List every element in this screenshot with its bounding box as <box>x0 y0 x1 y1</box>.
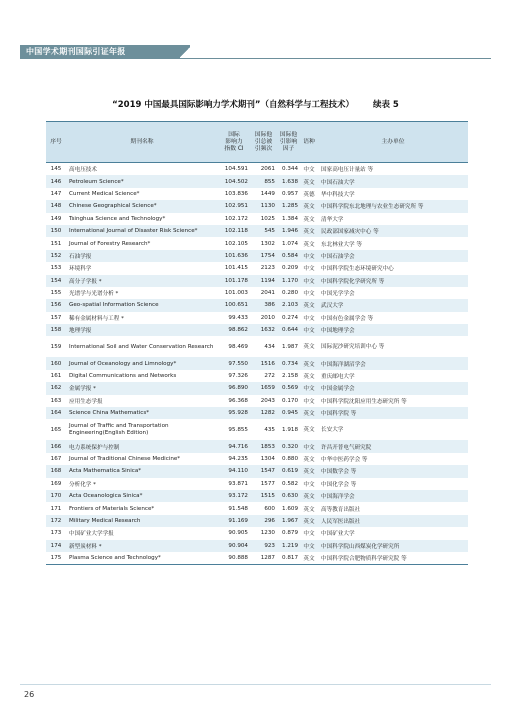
cell-publisher: 中国科学院沈阳应用生态研究所 等 <box>321 398 407 405</box>
cell-serial: 166 <box>46 440 66 452</box>
cell-publisher: 中国化学会 等 <box>321 481 357 488</box>
table-row <box>46 440 468 452</box>
cell-journal-name: 中国矿业大学学报 <box>69 531 114 538</box>
cell-journal-name: 高电压技术 <box>69 167 97 174</box>
cell-publisher: 民政部国家减灾中心 等 <box>318 225 468 237</box>
cell-language: 英文 <box>300 225 318 237</box>
cell-ci: 102.951 <box>218 200 250 212</box>
cell-publisher: 高等教育出版社 <box>321 506 361 513</box>
cell-citations: 272 <box>264 373 275 380</box>
table-continued-label: 续表 5 <box>372 100 399 110</box>
cell-language: 英文 <box>300 175 318 187</box>
cell-publisher: 中国光学学会 <box>321 291 355 298</box>
table-row <box>46 478 468 490</box>
table-row <box>46 299 468 311</box>
cell-journal-name: 分析化学 * <box>69 481 96 488</box>
cell-ci: 91.169 <box>218 515 250 527</box>
cell-serial: 155 <box>50 290 62 297</box>
journal-table-container <box>46 121 468 565</box>
table-title <box>0 98 511 110</box>
cell-impact-factor: 0.619 <box>277 465 300 477</box>
header-notch-decoration <box>180 45 190 59</box>
cell-citations: 600 <box>264 505 275 512</box>
cell-citations: 1025 <box>260 215 275 222</box>
cell-ci: 94.110 <box>218 465 250 477</box>
cell-citations: 1302 <box>260 240 275 247</box>
cell-citations: 2043 <box>260 397 275 404</box>
cell-serial: 150 <box>46 225 66 237</box>
cell-impact-factor: 1.285 <box>277 200 300 212</box>
cell-ci: 97.550 <box>218 357 250 369</box>
running-title: 中国学术期刊国际引证年报 <box>26 47 126 56</box>
cell-serial: 168 <box>46 465 66 477</box>
cell-publisher: 中国科学院化学研究所 等 <box>318 275 468 287</box>
cell-language: 中文 <box>300 440 318 452</box>
cell-citations: 923 <box>250 540 277 552</box>
cell-serial: 159 <box>50 343 62 350</box>
cell-ci: 101.636 <box>218 250 250 262</box>
cell-language: 英文 <box>303 457 315 463</box>
table-row <box>46 540 468 552</box>
cell-ci: 101.178 <box>218 275 250 287</box>
cell-ci: 101.415 <box>224 265 248 272</box>
cell-impact-factor: 0.879 <box>281 530 298 537</box>
cell-publisher: 国家高电压计量站 等 <box>321 167 374 174</box>
running-header <box>20 45 180 59</box>
cell-publisher: 中国科学院山西煤炭化学研究所 <box>318 540 468 552</box>
table-row <box>46 225 468 237</box>
cell-citations: 1194 <box>250 275 277 287</box>
cell-journal-name: Journal of Forestry Research* <box>69 240 151 247</box>
cell-publisher: 中国有色金属学会 等 <box>321 315 374 322</box>
cell-journal-name: Tsinghua Science and Technology* <box>69 215 166 222</box>
col-header-ci: 国际 影响力 指数 CI <box>218 122 250 163</box>
cell-serial: 163 <box>50 397 62 404</box>
cell-impact-factor: 0.280 <box>281 290 298 297</box>
cell-ci: 94.235 <box>228 456 248 462</box>
table-row <box>46 357 468 369</box>
cell-language: 中文 <box>303 481 315 488</box>
table-row <box>46 490 468 502</box>
cell-impact-factor: 0.209 <box>281 265 298 272</box>
cell-language: 中文 <box>300 324 318 336</box>
cell-language: 英文 <box>300 465 318 477</box>
cell-serial: 172 <box>46 515 66 527</box>
cell-citations: 1577 <box>260 480 275 487</box>
cell-serial: 153 <box>50 265 62 272</box>
cell-ci: 102.105 <box>224 240 248 247</box>
table-body <box>46 163 468 565</box>
cell-journal-name: Science China Mathematics* <box>66 407 218 419</box>
cell-ci: 99.433 <box>228 314 248 321</box>
cell-impact-factor: 1.219 <box>277 540 300 552</box>
cell-citations: 1659 <box>250 382 277 394</box>
cell-ci: 91.548 <box>228 505 248 512</box>
table-row <box>46 515 468 527</box>
cell-ci: 96.890 <box>218 382 250 394</box>
table-row <box>46 336 468 357</box>
cell-journal-name: 高分子学报 * <box>66 275 218 287</box>
cell-language: 英文 <box>300 299 318 311</box>
cell-serial: 165 <box>50 426 62 433</box>
cell-serial: 175 <box>46 552 66 565</box>
cell-ci: 97.326 <box>228 373 248 380</box>
cell-language: 英文 <box>303 506 315 513</box>
cell-journal-name: 石油学报 <box>66 250 218 262</box>
table-title-main: “2019 中国最具国际影响力学术期刊”（自然科学与工程技术） <box>112 100 354 110</box>
cell-journal-name: 稀有金属材料与工程 * <box>69 315 124 322</box>
cell-serial: 169 <box>50 480 62 487</box>
cell-ci: 100.651 <box>218 299 250 311</box>
cell-journal-name: Petroleum Science* <box>66 175 218 187</box>
cell-publisher: 中华中医药学会 等 <box>321 457 368 463</box>
cell-impact-factor: 1.918 <box>281 426 298 433</box>
table-row <box>46 453 468 465</box>
table-row <box>46 419 468 440</box>
cell-publisher: 人民军医出版社 <box>318 515 468 527</box>
table-row <box>46 465 468 477</box>
cell-publisher: 中国地理学会 <box>318 324 468 336</box>
cell-language: 中文 <box>300 250 318 262</box>
table-header-row <box>46 122 468 163</box>
cell-publisher: 华中科技大学 <box>321 191 355 198</box>
cell-citations: 2010 <box>260 314 275 321</box>
cell-ci: 94.716 <box>218 440 250 452</box>
cell-publisher: 中国海洋学会 <box>318 490 468 502</box>
cell-impact-factor: 0.630 <box>277 490 300 502</box>
cell-journal-name: Acta Oceanologica Sinica* <box>66 490 218 502</box>
cell-language: 英文 <box>300 357 318 369</box>
cell-citations: 1515 <box>250 490 277 502</box>
cell-impact-factor: 0.644 <box>277 324 300 336</box>
cell-impact-factor: 2.103 <box>277 299 300 311</box>
cell-ci: 96.368 <box>228 397 248 404</box>
cell-journal-name: Journal of Oceanology and Limnology* <box>66 357 218 369</box>
cell-impact-factor: 0.584 <box>277 250 300 262</box>
cell-serial: 151 <box>50 240 62 247</box>
cell-publisher: 东北林业大学 等 <box>321 241 362 248</box>
table-row <box>46 324 468 336</box>
cell-ci: 104.591 <box>224 166 248 173</box>
cell-language: 英文 <box>303 241 315 248</box>
cell-journal-name: 电力系统保护与控制 <box>66 440 218 452</box>
table-row <box>46 370 468 382</box>
cell-ci: 90.888 <box>218 552 250 565</box>
cell-impact-factor: 0.880 <box>281 456 298 462</box>
cell-citations: 435 <box>264 426 275 433</box>
cell-ci: 90.905 <box>228 530 248 537</box>
cell-language: 中文 <box>303 398 315 405</box>
cell-impact-factor: 0.569 <box>277 382 300 394</box>
cell-ci: 95.855 <box>228 426 248 433</box>
cell-publisher: 武汉大学 <box>318 299 468 311</box>
cell-journal-name: Journal of Traditional Chinese Medicine* <box>69 456 181 462</box>
cell-publisher: 中国石油大学 <box>318 175 468 187</box>
table-row <box>46 312 468 324</box>
cell-ci: 93.871 <box>228 480 248 487</box>
cell-citations: 1282 <box>250 407 277 419</box>
cell-language: 中文 <box>300 275 318 287</box>
cell-journal-name: 新型炭材料 * <box>66 540 218 552</box>
cell-citations: 1449 <box>260 190 275 197</box>
cell-citations: 1304 <box>260 456 275 462</box>
table-row <box>46 502 468 514</box>
cell-journal-name: International Soil and Water Conservation Research <box>69 343 214 350</box>
cell-impact-factor: 1.946 <box>277 225 300 237</box>
cell-citations: 545 <box>250 225 277 237</box>
cell-serial: 161 <box>50 373 62 380</box>
cell-impact-factor: 2.158 <box>281 373 298 380</box>
cell-language: 英文 <box>300 200 318 212</box>
cell-impact-factor: 0.734 <box>277 357 300 369</box>
cell-language: 中文 <box>303 167 315 174</box>
cell-serial: 171 <box>50 505 62 512</box>
cell-citations: 1754 <box>250 250 277 262</box>
cell-serial: 158 <box>46 324 66 336</box>
table-row <box>46 213 468 225</box>
cell-journal-name: Acta Mathematica Sinica* <box>66 465 218 477</box>
cell-serial: 149 <box>50 215 62 222</box>
cell-language: 英文 <box>300 407 318 419</box>
cell-publisher: 长安大学 <box>321 426 344 433</box>
cell-language: 中文 <box>300 382 318 394</box>
col-header-impact-factor: 国际他 引影响 因子 <box>277 122 300 163</box>
cell-publisher: 中国金属学会 <box>318 382 468 394</box>
cell-serial: 167 <box>50 456 62 462</box>
table-row <box>46 262 468 274</box>
cell-serial: 174 <box>46 540 66 552</box>
footer-rule <box>20 684 491 685</box>
cell-serial: 154 <box>46 275 66 287</box>
cell-language: 英文 <box>303 216 315 223</box>
cell-impact-factor: 0.320 <box>277 440 300 452</box>
cell-publisher: 许昌开普电气研究院 <box>318 440 468 452</box>
cell-journal-name: 金属学报 * <box>66 382 218 394</box>
cell-citations: 1287 <box>250 552 277 565</box>
cell-ci: 98.469 <box>228 343 248 350</box>
cell-serial: 156 <box>46 299 66 311</box>
col-header-citations: 国际他 引总被 引频次 <box>250 122 277 163</box>
cell-journal-name: Geo-spatial Information Science <box>66 299 218 311</box>
cell-language: 英文 <box>303 374 315 381</box>
cell-language: 中文 <box>300 540 318 552</box>
cell-ci: 102.172 <box>224 215 248 222</box>
cell-language: 英文 <box>303 343 315 350</box>
cell-serial: 145 <box>50 166 62 173</box>
cell-serial: 152 <box>46 250 66 262</box>
table-row <box>46 175 468 187</box>
cell-journal-name: Chinese Geographical Science* <box>66 200 218 212</box>
cell-language: 中文 <box>303 291 315 298</box>
cell-impact-factor: 1.987 <box>281 343 298 350</box>
col-header-publisher: 主办单位 <box>318 122 468 163</box>
cell-publisher: 中国科学院东北地理与农业生态研究所 等 <box>318 200 468 212</box>
cell-serial: 170 <box>46 490 66 502</box>
cell-impact-factor: 1.967 <box>277 515 300 527</box>
cell-publisher: 中国数学会 等 <box>318 465 468 477</box>
cell-citations: 855 <box>250 175 277 187</box>
cell-serial: 173 <box>50 530 62 537</box>
table-row <box>46 407 468 419</box>
cell-ci: 90.904 <box>218 540 250 552</box>
cell-journal-name: Current Medical Science* <box>69 190 140 197</box>
cell-ci: 93.172 <box>218 490 250 502</box>
cell-citations: 1632 <box>250 324 277 336</box>
cell-journal-name: 应用生态学报 <box>69 398 103 405</box>
cell-citations: 1130 <box>250 200 277 212</box>
table-row <box>46 250 468 262</box>
journal-table <box>46 121 468 565</box>
cell-ci: 101.003 <box>224 290 248 297</box>
cell-citations: 1853 <box>250 440 277 452</box>
cell-language: 英文 <box>300 515 318 527</box>
cell-impact-factor: 1.609 <box>281 505 298 512</box>
cell-impact-factor: 0.274 <box>281 314 298 321</box>
cell-impact-factor: 0.957 <box>281 190 298 197</box>
cell-impact-factor: 1.638 <box>277 175 300 187</box>
cell-publisher: 中国科学院合肥物质科学研究院 等 <box>318 552 468 565</box>
cell-serial: 164 <box>46 407 66 419</box>
cell-language: 英文 <box>300 490 318 502</box>
cell-publisher: 中国科学院生态环境研究中心 <box>321 266 394 273</box>
cell-citations: 434 <box>264 343 275 350</box>
cell-journal-name: Digital Communications and Networks <box>69 373 177 380</box>
table-row <box>46 527 468 539</box>
cell-publisher: 中国科学院 等 <box>318 407 468 419</box>
cell-serial: 146 <box>46 175 66 187</box>
cell-impact-factor: 0.582 <box>281 480 298 487</box>
cell-journal-name: 地理学报 <box>66 324 218 336</box>
cell-journal-name: 环境科学 <box>69 266 92 273</box>
table-row <box>46 200 468 212</box>
cell-language: 英德 <box>303 191 315 198</box>
cell-citations: 2041 <box>260 290 275 297</box>
cell-publisher: 中国海洋湖沼学会 <box>318 357 468 369</box>
cell-impact-factor: 0.817 <box>277 552 300 565</box>
cell-citations: 1230 <box>260 530 275 537</box>
col-header-serial: 序号 <box>46 122 66 163</box>
cell-ci: 103.836 <box>224 190 248 197</box>
cell-ci: 104.502 <box>218 175 250 187</box>
cell-publisher: 中国石油学会 <box>318 250 468 262</box>
cell-serial: 147 <box>50 190 62 197</box>
cell-language: 中文 <box>303 266 315 273</box>
cell-serial: 160 <box>46 357 66 369</box>
cell-publisher: 清华大学 <box>321 216 344 223</box>
cell-citations: 296 <box>250 515 277 527</box>
header-rule <box>180 58 491 59</box>
cell-publisher: 重庆邮电大学 <box>321 374 355 381</box>
cell-ci: 95.928 <box>218 407 250 419</box>
table-row <box>46 163 468 176</box>
cell-citations: 386 <box>250 299 277 311</box>
cell-language: 中文 <box>303 315 315 322</box>
cell-impact-factor: 0.945 <box>277 407 300 419</box>
cell-serial: 157 <box>50 314 62 321</box>
cell-journal-name: Frontiers of Materials Science* <box>69 505 155 512</box>
cell-ci: 98.862 <box>218 324 250 336</box>
cell-publisher: 国际泥沙研究培训中心 等 <box>321 343 385 350</box>
cell-language: 中文 <box>303 531 315 538</box>
table-row <box>46 237 468 249</box>
cell-publisher: 中国矿业大学 <box>321 531 355 538</box>
cell-journal-name: International Journal of Disaster Risk Science* <box>66 225 218 237</box>
cell-impact-factor: 0.344 <box>281 166 298 173</box>
cell-language: 英文 <box>303 426 315 433</box>
table-row <box>46 275 468 287</box>
table-row <box>46 382 468 394</box>
cell-ci: 102.118 <box>218 225 250 237</box>
table-row <box>46 552 468 565</box>
col-header-language: 语种 <box>300 122 318 163</box>
page-number: 26 <box>24 690 35 699</box>
cell-serial: 148 <box>46 200 66 212</box>
cell-impact-factor: 0.170 <box>281 397 298 404</box>
cell-impact-factor: 1.170 <box>277 275 300 287</box>
cell-impact-factor: 1.074 <box>281 240 298 247</box>
cell-impact-factor: 1.384 <box>281 215 298 222</box>
cell-journal-name: Journal of Traffic and Transportation Engineering(English Edition) <box>69 423 169 436</box>
col-header-journal-name: 期刊名称 <box>66 122 218 163</box>
cell-journal-name: 光谱学与光谱分析 * <box>69 291 119 298</box>
cell-language: 英文 <box>300 552 318 565</box>
table-row <box>46 395 468 407</box>
cell-citations: 2123 <box>260 265 275 272</box>
cell-journal-name: Military Medical Research <box>66 515 218 527</box>
cell-serial: 162 <box>46 382 66 394</box>
table-row <box>46 287 468 299</box>
cell-citations: 1516 <box>250 357 277 369</box>
cell-citations: 1547 <box>250 465 277 477</box>
table-row <box>46 188 468 200</box>
cell-citations: 2061 <box>260 166 275 173</box>
cell-journal-name: Plasma Science and Technology* <box>66 552 218 565</box>
